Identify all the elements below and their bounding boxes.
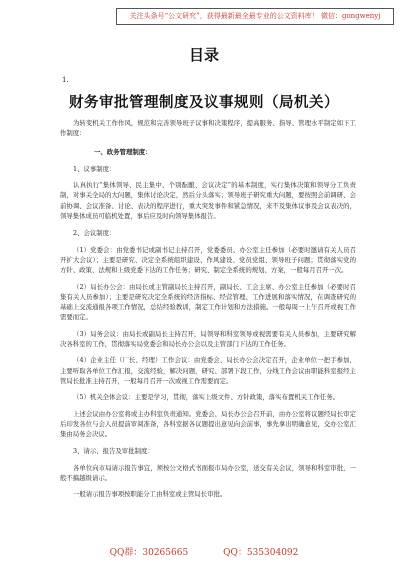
promo-banner: 关注头条号“公文研究”，获得最新最全最专业的公文资料库！ 微信：gongwenyj	[116, 8, 394, 25]
paragraph: （2）局长办公会：由局长或主管副局长主持召开，副局长、工会主席、办公室主任参加（必要时召集有关人员参加）；主要是研究决定全系统的经济指标、经营管理、工作进展和落实情况，在调查研究的基础上交流通报各项工作情况，总结经验教训，制定工作计划和方法措施。一般每周一上午召开或视工作需要而定。	[60, 282, 356, 322]
paragraph: （4）企业主任（厂长、经理）工作会议：由党委会、局长办公会决定召开，企业单位一把手参加，主要听取各单位工作汇报，交流经验，解决问题，研究、部署下段工作，分线工作会议由职能科室报经主管局长批准主持召开，一般每月召开一次或视工作需要而定。	[60, 356, 356, 385]
intro-paragraph: 为转变机关工作作风，规范和完善领导班子议事和决策程序，提高服务、指导、管理水平制定如下工作制度：	[60, 119, 356, 138]
paragraph: 上述会议由办公室将或主办科室负责通知。党委会、局长办公会召开前，由办公室将议题经局长审定后印发各位与会人员提前审阅准备，各科室据各议题提出意见向会前事，事先拿出明确意见，交办公室汇集由局务会决议。	[60, 409, 356, 439]
section-heading: 一、政务管理制度：	[94, 147, 152, 156]
subsection-title: 2、会议制度：	[73, 229, 116, 238]
paragraph: （3）局务会议：由局长或副局长主持召开，局领导和科室领导或视需要有关人员参加，主要研究解决各科室的工作，贯彻落实局党委会和局长办公会以及主管部门下达的工作任务。	[60, 329, 356, 349]
paragraph: （5）机关全体会议：主要是学习，贯彻，落实上级文件、方针政策，落实布置机关工作任务。	[73, 393, 340, 402]
paragraph: 一般请示报告事项按职能分工由科室或主管局长审批。	[73, 490, 227, 499]
footer-qq-group: QQ群：30265665	[109, 548, 189, 558]
toc-heading: 目录	[188, 46, 219, 64]
subsection-title: 3、请示、报告及审批制度：	[73, 447, 154, 456]
footer-qq: QQ：535304092	[223, 548, 299, 558]
footer-contacts	[0, 545, 408, 558]
document-body	[60, 118, 356, 500]
paragraph: 各单位向市局请示报告事宜，须按公文格式书面报市局办公室，送交有关会议，领导和科室审批，一般不搞越级请示。	[60, 463, 356, 483]
subsection-title: 1、议事制度：	[73, 164, 116, 173]
paragraph: 认真执行“集体领导、民主集中、个别酝酿、会议决定”的基本制度，实行集体决策和领导分工负责制，对事关全局的大问题，集体讨论决定，然后分头落实；领导班子研究重大问题，要按照会前调研、会前协调、会议准备、讨论、表决的程序进行，重大突发事件和紧急情况，来不及集体议事及会议表决的，领导集体成员可临机处置，事后应及时向领导集体报告。	[60, 181, 356, 221]
section-number: 1.	[62, 76, 69, 84]
document-title: 财务审批管理制度及议事规则（局机关）	[69, 94, 339, 111]
paragraph: （1）党委会：由党委书记或副书记主持召开，党委委员、办公室主任参加（必要时邀请有关人员召开扩大会议）；主要是研究、决定全系统组织建设、作风建设、党员党组、领导班子问题；贯彻落实党的方针、政策、法规和上级党委下达的工作任务；研究、制定全系统的规划、方案，一般每月召开一次。	[60, 245, 356, 275]
